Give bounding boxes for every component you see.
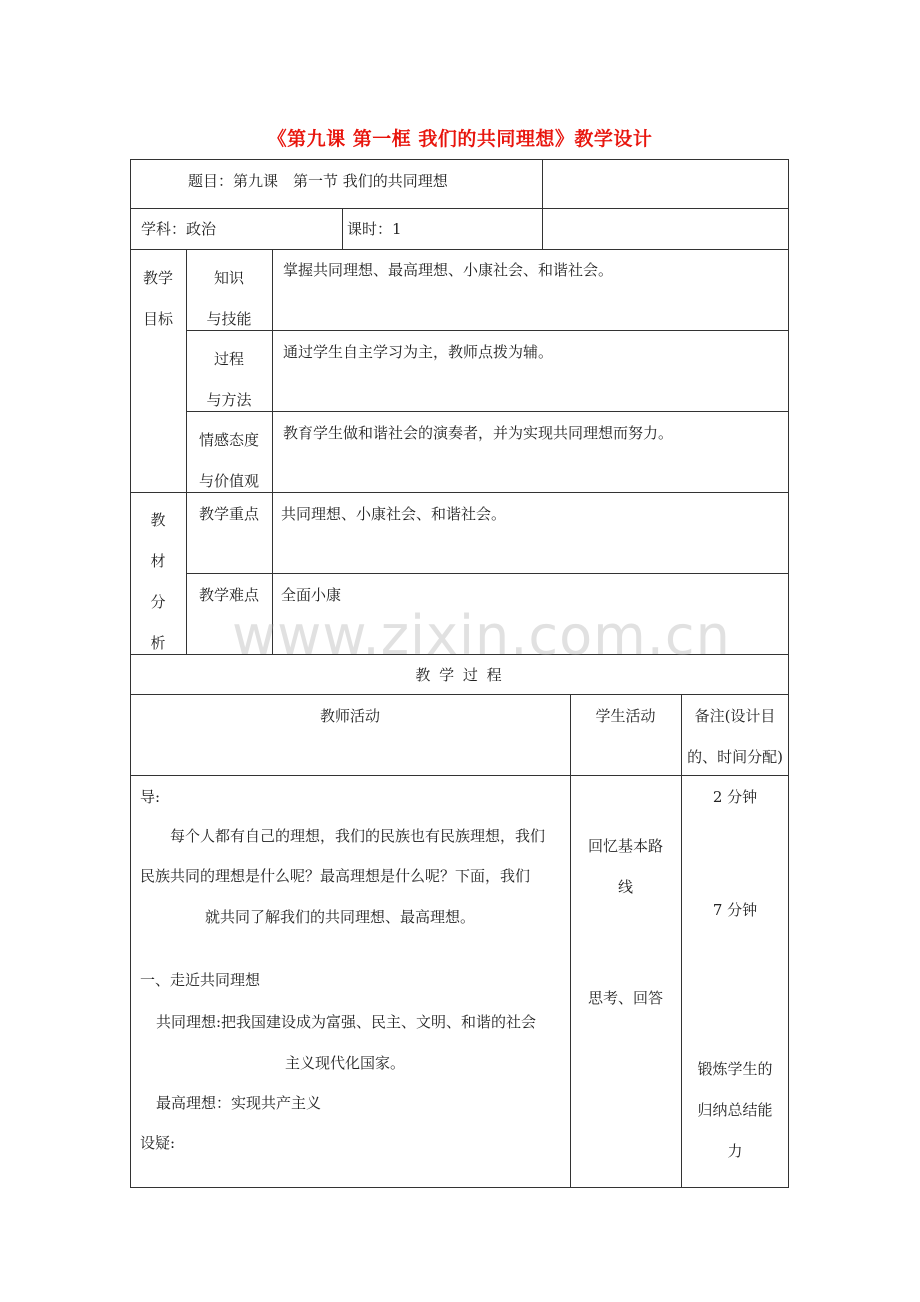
hours-cell: 课时：1 <box>347 220 402 238</box>
key-points-label: 教学重点 <box>198 505 259 523</box>
intro-label: 导: <box>140 788 161 806</box>
emotion-values-content: 教育学生做和谐社会的演奏者，并为实现共同理想而努力。 <box>283 424 674 442</box>
difficult-points-label: 教学难点 <box>198 586 259 604</box>
key-points-content: 共同理想、小康社会、和谐社会。 <box>281 505 507 523</box>
student-activity-header: 学生活动 <box>595 707 656 725</box>
student-recall: 回忆基本路 线 <box>587 837 663 896</box>
question-label: 设疑: <box>140 1134 176 1152</box>
intro-paragraph-line-2: 民族共同的理想是什么呢？最高理想是什么呢？下面，我们 <box>140 867 531 885</box>
note-time-1: 2 分钟 <box>712 788 758 806</box>
intro-paragraph-line-3: 就共同了解我们的共同理想、最高理想。 <box>205 908 476 926</box>
knowledge-skills-label: 知识 与技能 <box>206 269 252 328</box>
note-time-2: 7 分钟 <box>712 901 758 919</box>
difficult-points-content: 全面小康 <box>281 586 342 604</box>
section-heading: 一、走近共同理想 <box>140 971 261 989</box>
knowledge-skills-content: 掌握共同理想、最高理想、小康社会、和谐社会。 <box>283 261 614 279</box>
common-ideal-line-2: 主义现代化国家。 <box>285 1054 406 1072</box>
emotion-values-label: 情感态度 与价值观 <box>198 431 259 490</box>
intro-paragraph-line-1: 每个人都有自己的理想，我们的民族也有民族理想，我们 <box>170 827 546 845</box>
watermark: www.zixin.com.cn <box>232 604 731 667</box>
lesson-plan-table <box>130 159 789 1188</box>
subject-cell: 学科：政治 <box>141 220 217 238</box>
teacher-activity-header: 教师活动 <box>319 707 380 725</box>
process-heading: 教 学 过 程 <box>415 666 504 684</box>
notes-header: 备注(设计目 的、时间分配) <box>687 707 783 766</box>
common-ideal-line-1: 共同理想:把我国建设成为富强、民主、文明、和谐的社会 <box>156 1013 537 1031</box>
student-think-answer: 思考、回答 <box>587 989 663 1007</box>
highest-ideal: 最高理想：实现共产主义 <box>156 1094 322 1112</box>
process-methods-content: 通过学生自主学习为主，教师点拨为辅。 <box>283 343 554 361</box>
document-title: 《第九课 第一框 我们的共同理想》教学设计 <box>267 128 653 150</box>
topic-cell: 题目：第九课 第一节 我们的共同理想 <box>188 172 448 190</box>
note-training: 锻炼学生的 归纳总结能 力 <box>697 1060 773 1160</box>
analysis-label: 教 材 分 析 <box>150 511 166 652</box>
objectives-label: 教学 目标 <box>142 269 173 328</box>
process-methods-label: 过程 与方法 <box>206 350 252 409</box>
